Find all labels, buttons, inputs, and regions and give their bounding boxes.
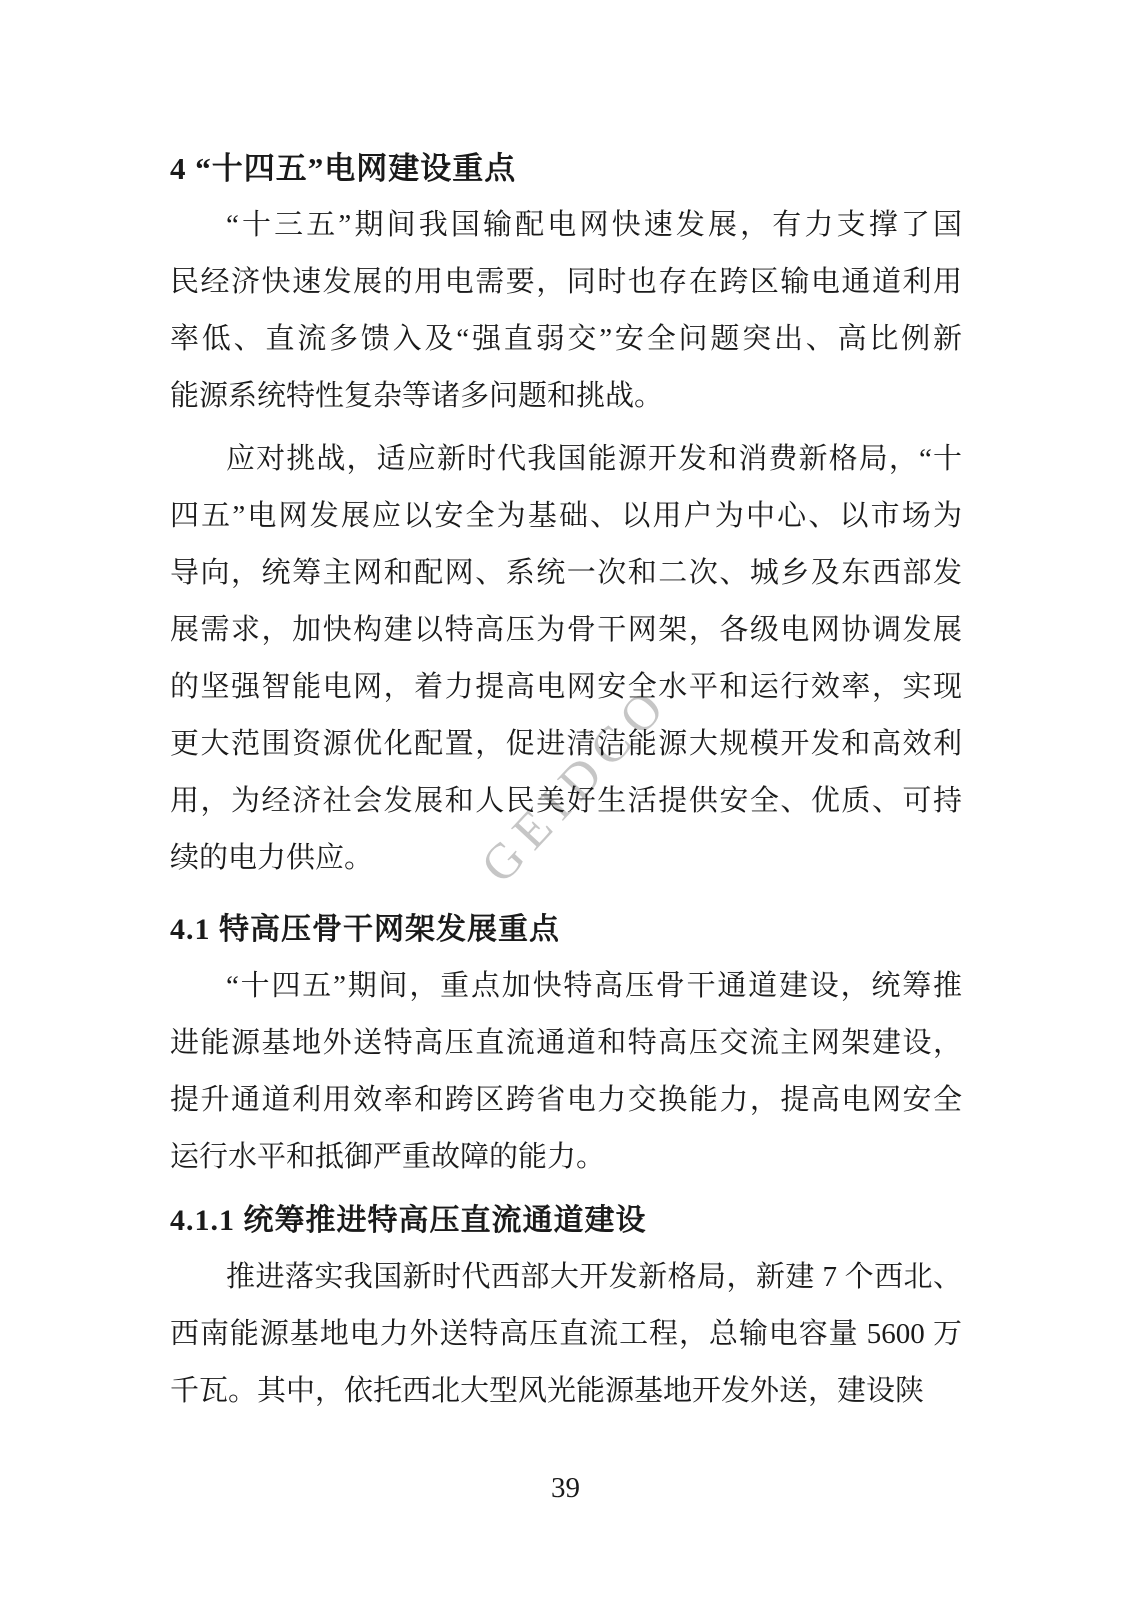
text-line: 应对挑战，适应新时代我国能源开发和消费新格局，“十 xyxy=(226,443,962,475)
paragraph-2 xyxy=(170,431,962,887)
text-line: 更大范围资源优化配置，促进清洁能源大规模开发和高效利 xyxy=(170,728,962,760)
text-line: 进能源基地外送特高压直流通道和特高压交流主网架建设， xyxy=(170,1027,962,1059)
text-line: 推进落实我国新时代西部大开发新格局，新建 7 个西北、 xyxy=(226,1261,962,1293)
text-line: 能源系统特性复杂等诸多问题和挑战。 xyxy=(170,380,664,412)
text-line: 展需求，加快构建以特高压为骨干网架，各级电网协调发展 xyxy=(170,614,962,646)
chapter-heading: 4 “十四五”电网建设重点 xyxy=(170,151,517,186)
paragraph-1 xyxy=(170,197,962,425)
page-number: 39 xyxy=(551,1472,580,1504)
text-line: 的坚强智能电网，着力提高电网安全水平和运行效率，实现 xyxy=(170,671,962,703)
paragraph-3 xyxy=(170,958,962,1186)
paragraph-4 xyxy=(170,1249,962,1420)
text-line: 民经济快速发展的用电需要，同时也存在跨区输电通道利用 xyxy=(170,266,962,298)
section-heading-4-1-1: 4.1.1 统筹推进特高压直流通道建设 xyxy=(170,1204,647,1237)
text-line: “十三五”期间我国输配电网快速发展，有力支撑了国 xyxy=(226,209,962,241)
text-line: “十四五”期间，重点加快特高压骨干通道建设，统筹推 xyxy=(226,970,962,1002)
text-line: 率低、直流多馈入及“强直弱交”安全问题突出、高比例新 xyxy=(170,323,962,355)
watermark-text: GEIDCO xyxy=(469,672,681,894)
text-line: 四五”电网发展应以安全为基础、以用户为中心、以市场为 xyxy=(170,500,962,532)
text-line: 提升通道利用效率和跨区跨省电力交换能力，提高电网安全 xyxy=(170,1084,962,1116)
text-line: 千瓦。其中，依托西北大型风光能源基地开发外送，建设陕 xyxy=(170,1375,925,1407)
section-heading-4-1: 4.1 特高压骨干网架发展重点 xyxy=(170,913,560,946)
text-line: 用，为经济社会发展和人民美好生活提供安全、优质、可持 xyxy=(170,785,962,817)
text-line: 续的电力供应。 xyxy=(170,842,374,874)
page-content xyxy=(170,140,962,1420)
text-line: 西南能源基地电力外送特高压直流工程，总输电容量 5600 万 xyxy=(170,1318,962,1350)
text-line: 运行水平和抵御严重故障的能力。 xyxy=(170,1141,606,1173)
text-line: 导向，统筹主网和配网、系统一次和二次、城乡及东西部发 xyxy=(170,557,962,589)
